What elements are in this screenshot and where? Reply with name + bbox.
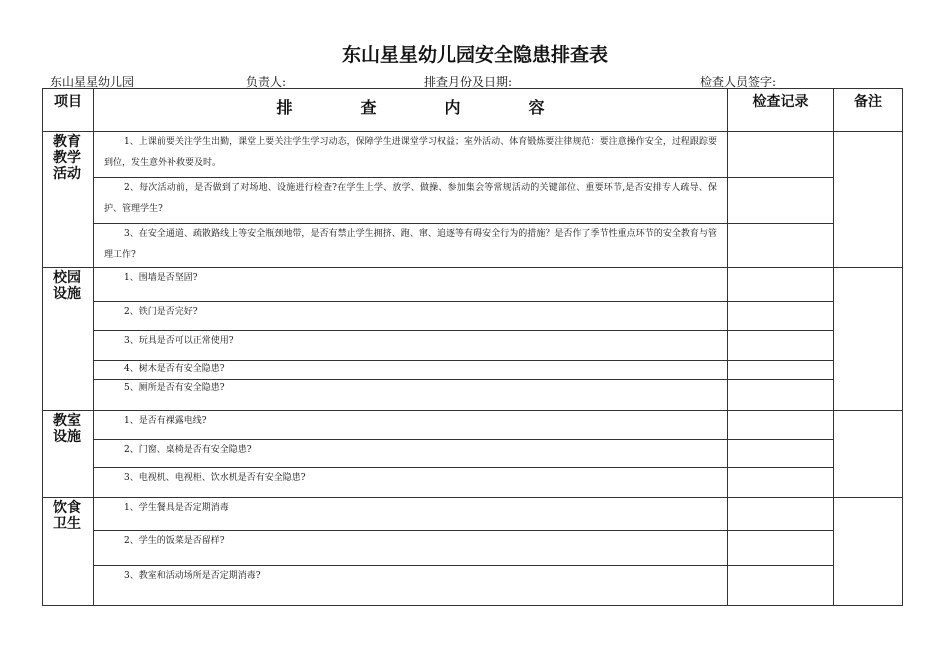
check-item: 3、教室和活动场所是否定期消毒? [94, 566, 728, 606]
category-cell: 教育教学活动 [43, 132, 94, 268]
record-cell[interactable] [728, 498, 834, 531]
record-cell[interactable] [728, 132, 834, 178]
record-cell[interactable] [728, 440, 834, 468]
column-header-record: 检查记录 [728, 89, 834, 132]
column-header-note: 备注 [834, 89, 903, 132]
record-cell[interactable] [728, 361, 834, 380]
content-header-char: 排 [276, 98, 293, 117]
note-cell[interactable] [834, 268, 903, 411]
column-header-item: 项目 [43, 89, 94, 132]
record-cell[interactable] [728, 178, 834, 224]
check-item: 2、铁门是否完好? [94, 302, 728, 331]
table-row [43, 361, 903, 380]
check-item: 1、学生餐具是否定期消毒 [94, 498, 728, 531]
person-in-charge-label: 负责人: [246, 75, 287, 89]
check-item: 1、是否有裸露电线? [94, 411, 728, 440]
category-cell: 教室设施 [43, 411, 94, 498]
school-name: 东山星星幼儿园 [50, 75, 135, 89]
table-row [43, 566, 903, 606]
note-cell[interactable] [834, 498, 903, 606]
table-row [43, 440, 903, 468]
record-cell[interactable] [728, 468, 834, 498]
record-cell[interactable] [728, 302, 834, 331]
record-cell[interactable] [728, 531, 834, 566]
note-cell[interactable] [834, 411, 903, 498]
check-item: 2、门窗、桌椅是否有安全隐患? [94, 440, 728, 468]
check-item: 2、每次活动前，是否做到了对场地、设施进行检查?在学生上学、放学、做操、参加集会等常规活动的关键部位、重要环节,是否安排专人疏导、保护、管理学生? [94, 178, 728, 224]
check-date-label: 排查月份及日期: [424, 75, 513, 89]
table-row [43, 268, 903, 302]
record-cell[interactable] [728, 380, 834, 411]
check-item: 2、学生的饭菜是否留样? [94, 531, 728, 566]
table-row [43, 468, 903, 498]
table-row [43, 380, 903, 411]
table-header-row [43, 89, 903, 132]
table-row [43, 531, 903, 566]
table-row [43, 178, 903, 224]
check-item: 3、电视机、电视柜、饮水机是否有安全隐患? [94, 468, 728, 498]
note-cell[interactable] [834, 132, 903, 268]
table-row [43, 132, 903, 178]
inspector-signature-label: 检查人员签字: [700, 75, 777, 89]
record-cell[interactable] [728, 331, 834, 361]
record-cell[interactable] [728, 224, 834, 268]
check-item: 3、在安全通道、疏散路线上等安全瓶颈地带，是否有禁止学生拥挤、跑、窜、追逐等有碍安全行为的措施？是否作了季节性重点环节的安全教育与管理工作? [94, 224, 728, 268]
check-item: 1、上课前要关注学生出勤，课堂上要关注学生学习动态，保障学生进课堂学习权益；室外活动、体育锻炼要注律规范：要注意操作安全，过程跟踪要到位，发生意外补救要及时。 [94, 132, 728, 178]
table-row [43, 498, 903, 531]
content-header-char: 容 [528, 98, 545, 117]
record-cell[interactable] [728, 566, 834, 606]
category-cell: 校园设施 [43, 268, 94, 411]
column-header-content [94, 89, 728, 132]
check-item: 5、厕所是否有安全隐患? [94, 380, 728, 411]
content-header-char: 查 [360, 98, 377, 117]
check-item: 3、玩具是否可以正常使用? [94, 331, 728, 361]
table-row [43, 302, 903, 331]
document-title: 东山星星幼儿园安全隐患排查表 [341, 44, 608, 66]
category-cell: 饮食卫生 [43, 498, 94, 606]
record-cell[interactable] [728, 411, 834, 440]
table-row [43, 331, 903, 361]
table-row [43, 411, 903, 440]
check-item: 4、树木是否有安全隐患? [94, 361, 728, 380]
record-cell[interactable] [728, 268, 834, 302]
check-item: 1、围墙是否坚固? [94, 268, 728, 302]
inspection-table [42, 88, 903, 606]
content-header-char: 内 [444, 98, 461, 117]
table-row [43, 224, 903, 268]
